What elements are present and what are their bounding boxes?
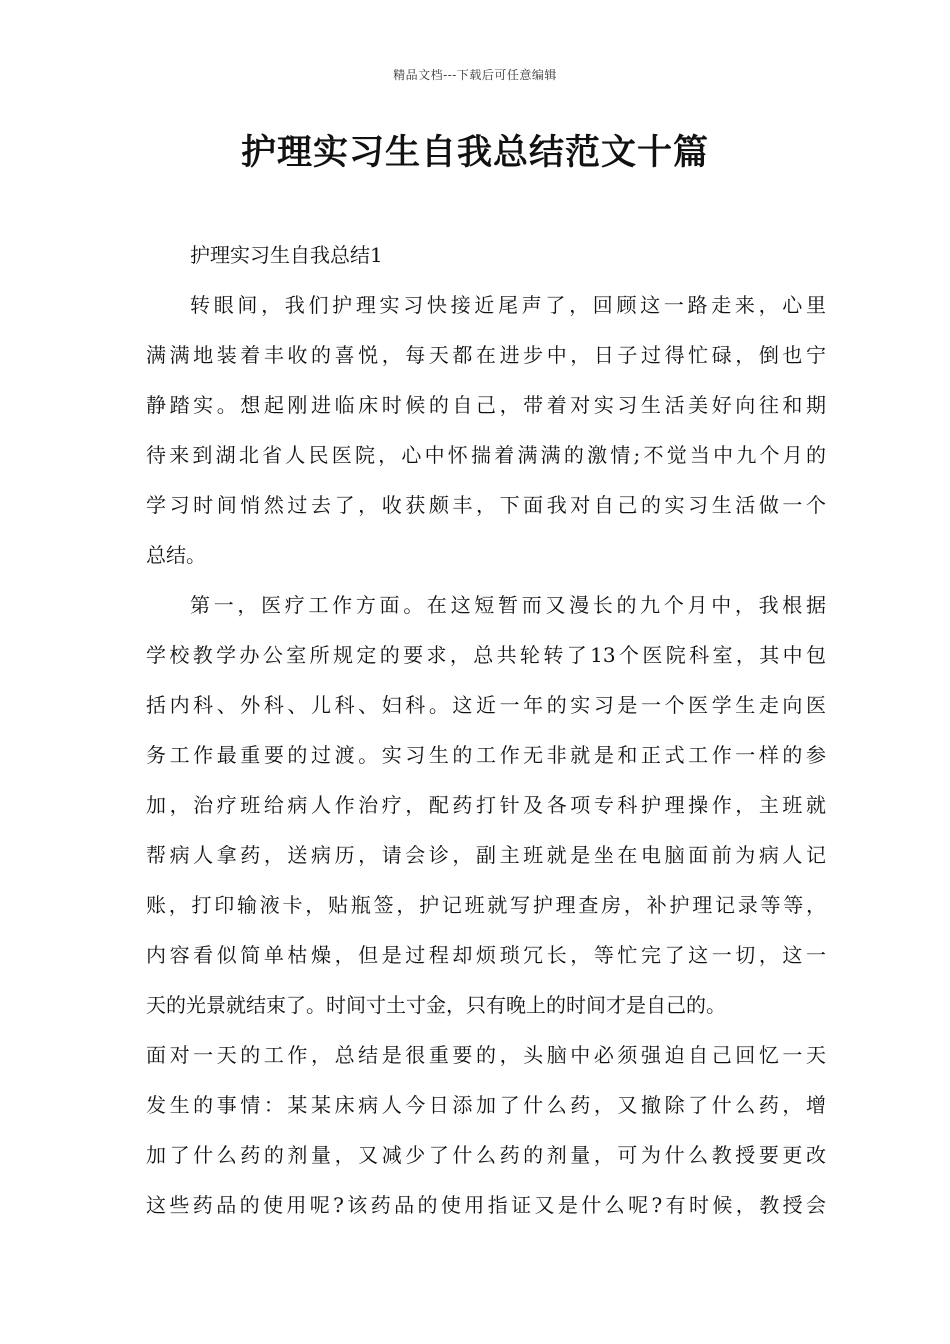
paragraph-line: 转眼间，我们护理实习快接近尾声了，回顾这一路走来，心里 bbox=[190, 293, 826, 317]
paragraph-line: 内容看似简单枯燥，但是过程却烦琐冗长，等忙完了这一切，这一 bbox=[146, 943, 826, 967]
paragraph-line: 第一，医疗工作方面。在这短暂而又漫长的九个月中，我根据 bbox=[190, 593, 826, 617]
paragraph-line: 满满地装着丰收的喜悦，每天都在进步中，日子过得忙碌，倒也宁 bbox=[146, 343, 826, 367]
paragraph-line: 务工作最重要的过渡。实习生的工作无非就是和正式工作一样的参 bbox=[146, 743, 826, 767]
paragraph-line: 发生的事情：某某床病人今日添加了什么药，又撤除了什么药，增 bbox=[146, 1093, 826, 1117]
paragraph-line: 静踏实。想起刚进临床时候的自己，带着对实习生活美好向往和期 bbox=[146, 393, 826, 417]
paragraph-line: 加，治疗班给病人作治疗，配药打针及各项专科护理操作，主班就 bbox=[146, 793, 826, 817]
paragraph-line: 总结。 bbox=[146, 543, 206, 567]
paragraph-line: 天的光景就结束了。时间寸土寸金，只有晚上的时间才是自己的。 bbox=[146, 993, 726, 1017]
paragraph-line: 学习时间悄然过去了，收获颇丰，下面我对自己的实习生活做一个 bbox=[146, 493, 826, 517]
paragraph-line: 学校教学办公室所规定的要求，总共轮转了13个医院科室，其中包 bbox=[146, 643, 826, 667]
paragraph-line: 这些药品的使用呢?该药品的使用指证又是什么呢?有时候，教授会 bbox=[146, 1193, 826, 1217]
section-heading: 护理实习生自我总结1 bbox=[190, 243, 383, 267]
paragraph-line: 账，打印输液卡，贴瓶签，护记班就写护理查房，补护理记录等等， bbox=[146, 893, 826, 917]
paragraph-line: 待来到湖北省人民医院，心中怀揣着满满的激情;不觉当中九个月的 bbox=[146, 443, 826, 467]
paragraph-line: 帮病人拿药，送病历，请会诊，副主班就是坐在电脑面前为病人记 bbox=[146, 843, 826, 867]
paragraph-line: 加了什么药的剂量，又减少了什么药的剂量，可为什么教授要更改 bbox=[146, 1143, 826, 1167]
paragraph-line: 括内科、外科、儿科、妇科。这近一年的实习是一个医学生走向医 bbox=[146, 693, 826, 717]
paragraph-2 bbox=[146, 580, 826, 1230]
header-note: 精品文档---下载后可任意编辑 bbox=[393, 68, 557, 82]
paragraph-line: 面对一天的工作，总结是很重要的，头脑中必须强迫自己回忆一天 bbox=[146, 1043, 826, 1067]
paragraph-1 bbox=[146, 280, 826, 580]
document-title: 护理实习生自我总结范文十篇 bbox=[240, 132, 709, 173]
document-body bbox=[146, 230, 826, 1230]
